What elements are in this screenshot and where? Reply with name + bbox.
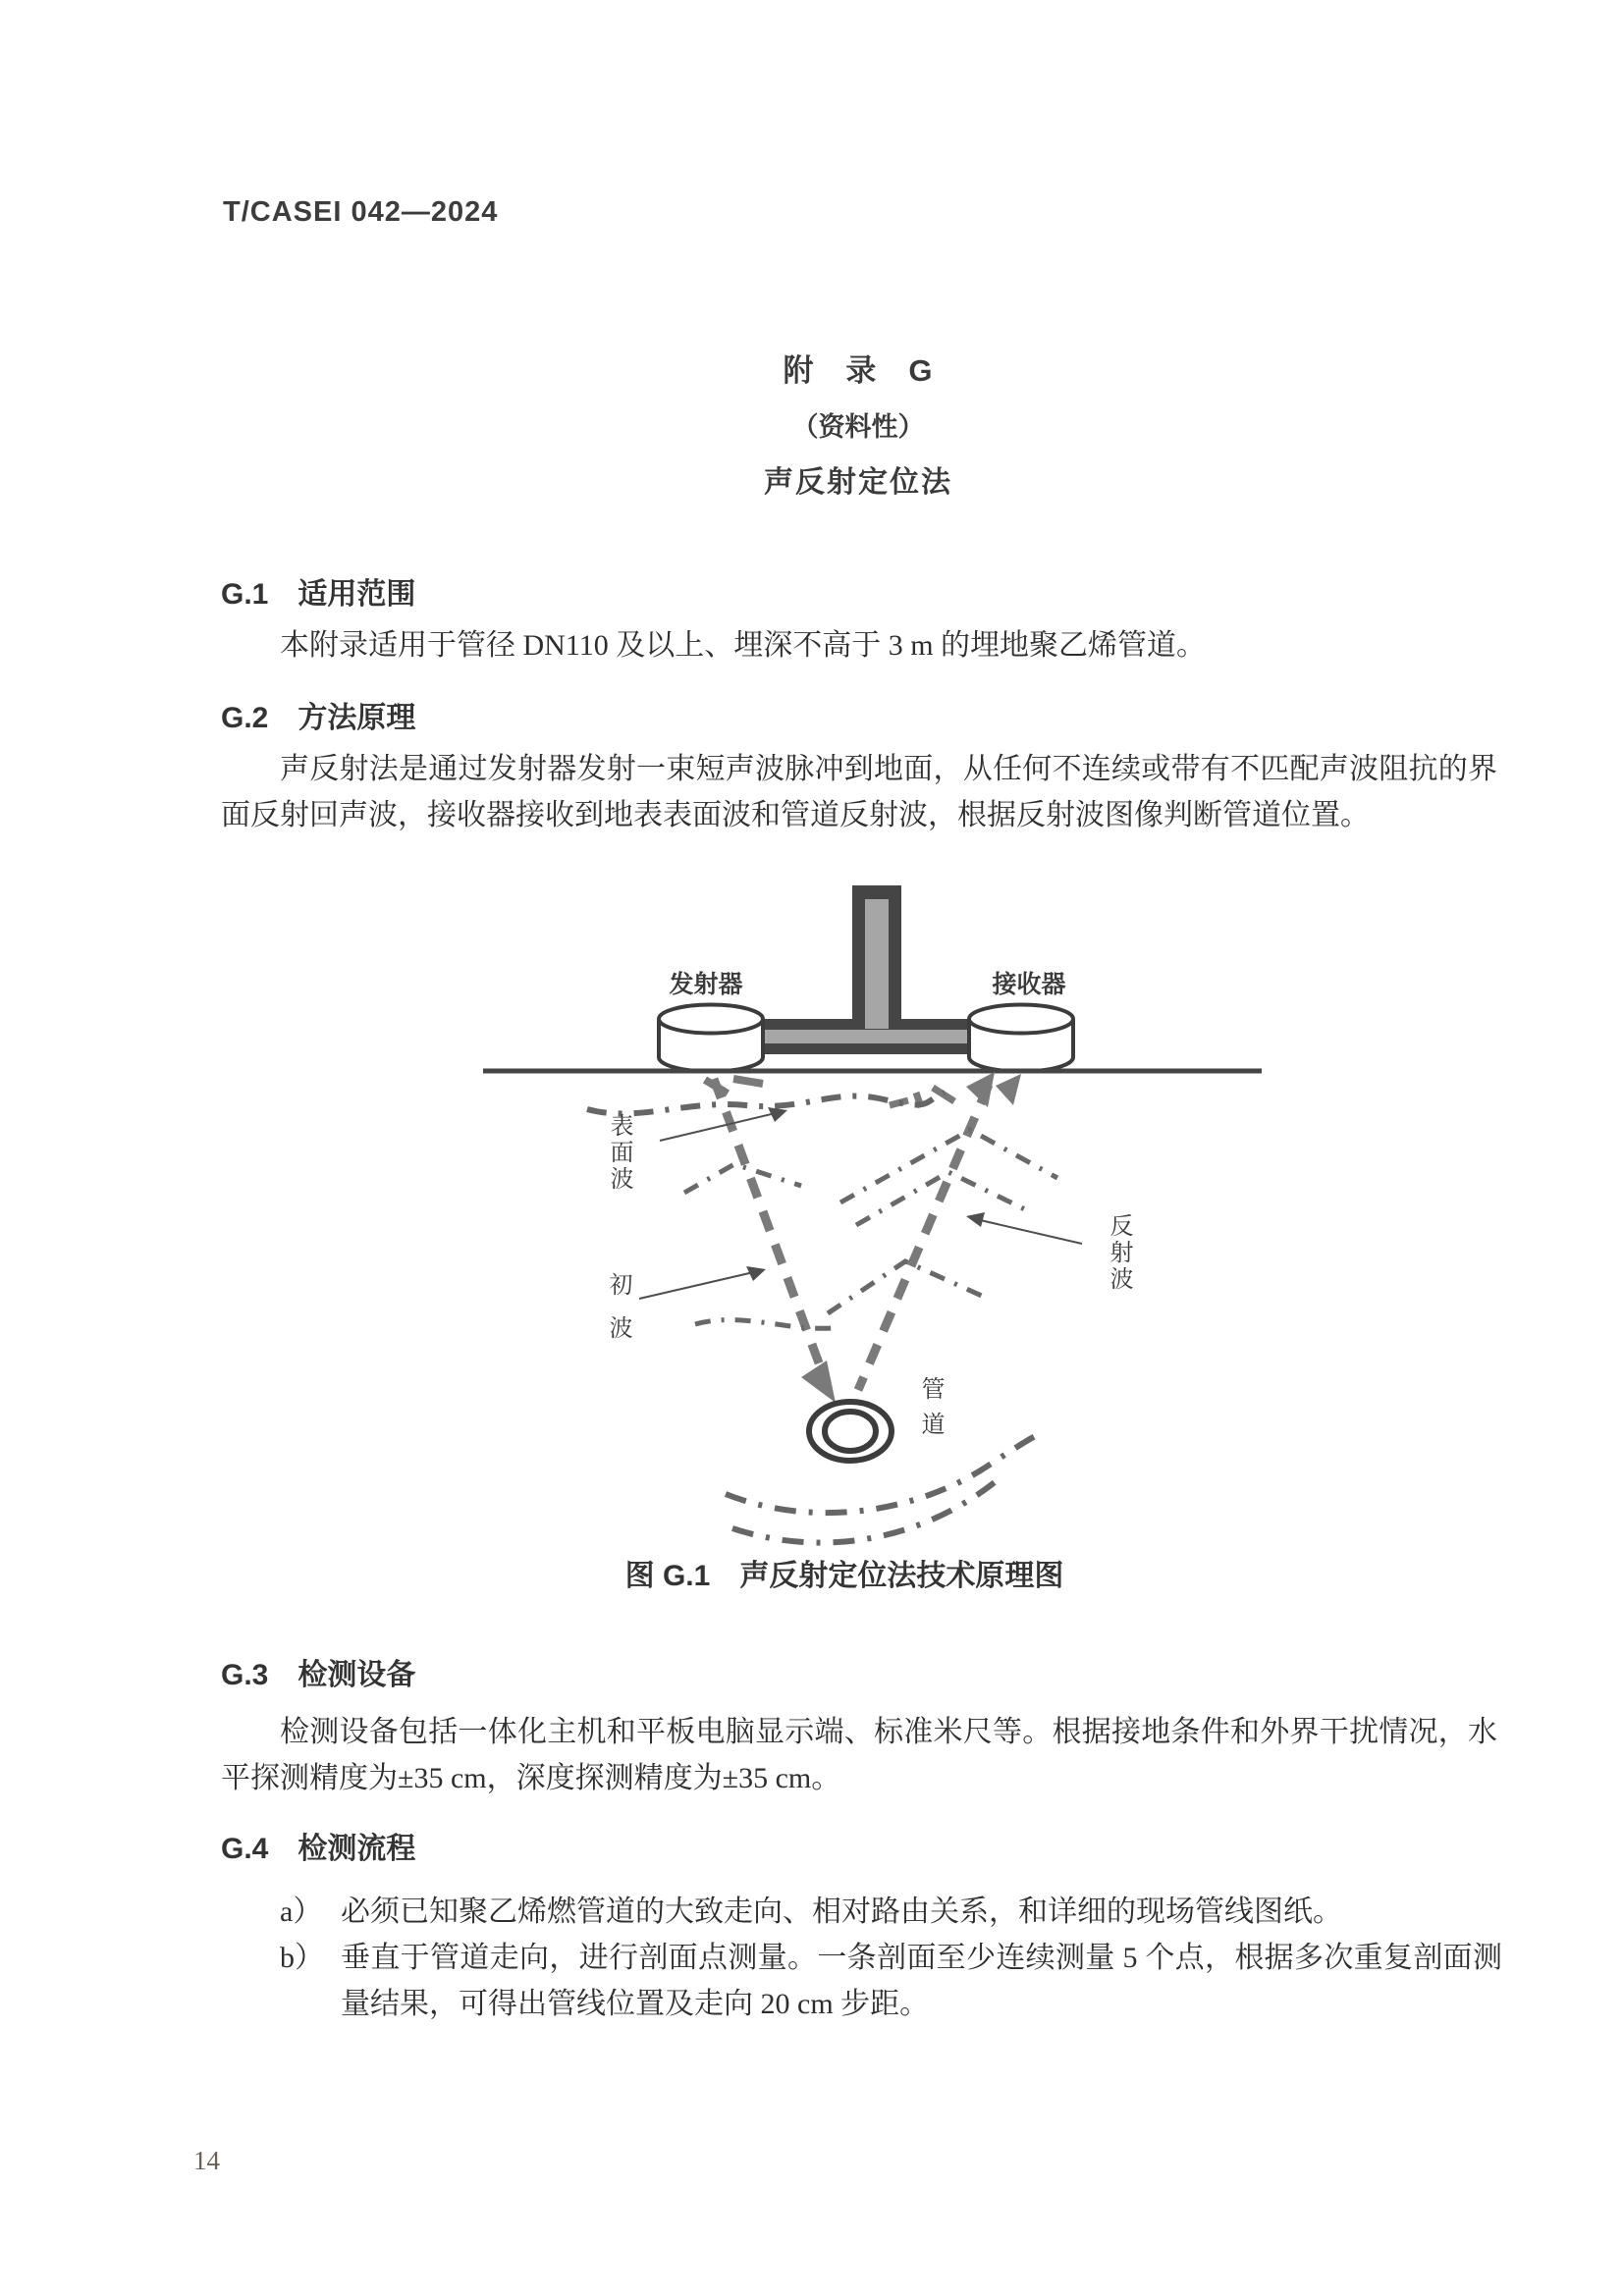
annotation-arrows <box>639 1107 1082 1299</box>
heading-g2: G.2 方法原理 <box>221 702 416 734</box>
label-initial-wave: 初波 <box>605 1272 631 1359</box>
appendix-subtitle: （资料性） <box>791 412 925 442</box>
page-number: 14 <box>193 2146 220 2175</box>
paragraph-g2: 声反射法是通过发射器发射一束短声波脉冲到地面，从任何不连续或带有不匹配声波阻抗的界面反射回声波，接收器接收到地表表面波和管道反射波，根据反射波图像判断管道位置。 <box>221 753 1497 831</box>
list-item <box>280 1889 1502 1935</box>
label-surface-wave: 表面波 <box>606 1113 632 1193</box>
list-item-text: 必须已知聚乙烯燃管道的大致走向、相对路由关系，和详细的现场管线图纸。 <box>341 1896 1342 1928</box>
procedure-list <box>280 1889 1502 2027</box>
reflected-wave-ray <box>858 1072 1021 1390</box>
initial-wave-ray <box>705 1079 836 1403</box>
appendix-name: 声反射定位法 <box>764 466 952 499</box>
appendix-title-block <box>564 346 1153 501</box>
pipe-cross-section <box>809 1402 892 1461</box>
heading-g1: G.1 适用范围 <box>221 578 416 611</box>
list-item-label: a） <box>280 1896 323 1928</box>
doc-code: T/CASEI 042—2024 <box>223 196 499 228</box>
transmitter-cylinder <box>659 1005 763 1072</box>
label-transmitter: 发射器 <box>669 971 743 998</box>
figure-caption: 图 G.1 声反射定位法技术原理图 <box>624 1560 1064 1592</box>
list-item <box>280 1935 1502 2027</box>
paragraph-g1: 本附录适用于管径 DN110 及以上、埋深不高于 3 m 的埋地聚乙烯管道。 <box>280 629 1207 662</box>
receiver-cylinder <box>969 1005 1073 1072</box>
figure-acoustic-reflection-schematic <box>432 864 1296 1610</box>
label-reflected-wave: 反射波 <box>1106 1213 1132 1293</box>
label-receiver: 接收器 <box>992 971 1066 998</box>
heading-g4: G.4 检测流程 <box>221 1833 416 1865</box>
list-item-label: b） <box>280 1942 324 1974</box>
label-pipe: 管道 <box>917 1376 944 1447</box>
paragraph-g3: 检测设备包括一体化主机和平板电脑显示端、标准米尺等。根据接地条件和外界干扰情况，水平探测精度为±35 cm，深度探测精度为±35 cm。 <box>221 1716 1497 1794</box>
heading-g3: G.3 检测设备 <box>221 1659 416 1691</box>
appendix-title: 附 录 G <box>783 353 934 388</box>
list-item-text: 垂直于管道走向，进行剖面点测量。一条剖面至少连续测量 5 个点，根据多次重复剖面测量结果，可得出管线位置及走向 20 cm 步距。 <box>341 1942 1502 2020</box>
